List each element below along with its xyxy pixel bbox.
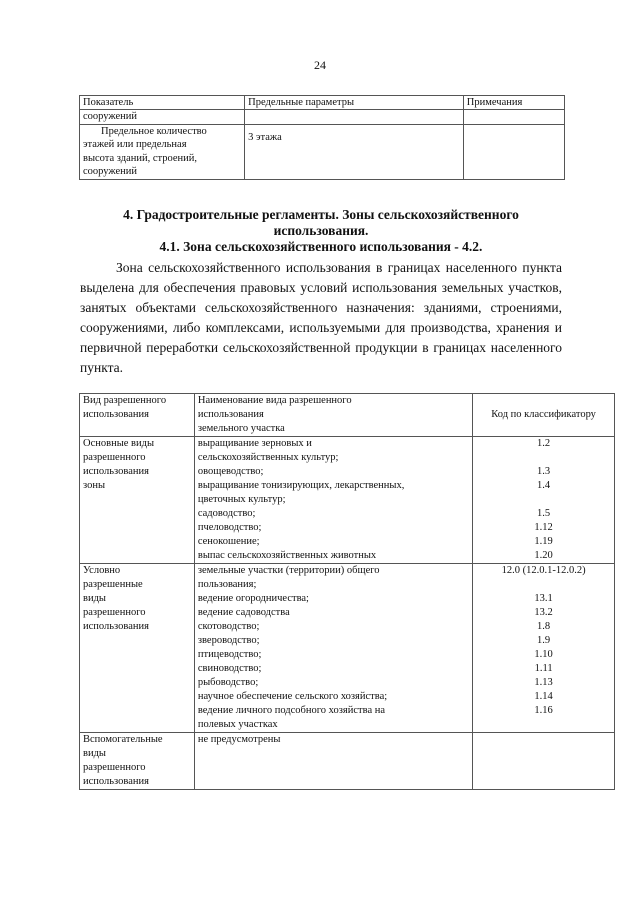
section-heading: 4. Градостроительные регламенты. Зоны сельскохозяйственного использования. — [123, 207, 519, 238]
row2-value: 3 этажа — [245, 124, 464, 179]
page-number: 24 — [314, 58, 326, 72]
main-uses-row — [80, 437, 615, 564]
conditional-uses-names: земельные участки (территории) общего пользования; ведение огородничества; ведение садоводства скотоводство; звероводство; птицеводство; свиноводство; рыбоводство; научное обеспечение сельского хозяйства; ведение личного подсобного хозяйства на полевых участках — [194, 564, 472, 733]
auxiliary-uses-codes — [473, 733, 615, 790]
permitted-use-table — [79, 393, 615, 790]
limits-table-row — [80, 110, 565, 125]
header-notes: Примечания — [463, 96, 564, 110]
main-uses-names: выращивание зерновых и сельскохозяйственных культур; овощеводство; выращивание тонизирующих, лекарственных, цветочных культур; садоводство; пчеловодство; сенокошение; выпас сельскохозяйственных животных — [194, 437, 472, 564]
row2-indicator: Предельное количество этажей или предельная высота зданий, строений, сооружений — [80, 124, 245, 179]
header-use-name: Наименование вида разрешенного использования земельного участка — [194, 394, 472, 437]
header-parameters: Предельные параметры — [245, 96, 464, 110]
limits-table — [79, 95, 565, 180]
header-classifier-code: Код по классификатору — [473, 394, 615, 437]
row2-note — [463, 124, 564, 179]
auxiliary-uses-type: Вспомогательные виды разрешенного использования — [80, 733, 195, 790]
permitted-use-header — [80, 394, 615, 437]
main-uses-codes: 1.2 1.3 1.4 1.5 1.12 1.19 1.20 — [473, 437, 615, 564]
conditional-uses-codes: 12.0 (12.0.1-12.0.2) 13.1 13.2 1.8 1.9 1.10 1.11 1.13 1.14 1.16 — [473, 564, 615, 733]
limits-table-header — [80, 96, 565, 110]
auxiliary-uses-names: не предусмотрены — [194, 733, 472, 790]
conditional-uses-row — [80, 564, 615, 733]
zone-description: Зона сельскохозяйственного использования в границах населенного пункта выделена для обеспечения правовых условий использования земельных участков, занятых объектами сельскохозяйственного назначения: зданиями, строениями, сооружениями, либо комплексами, используемыми для производства, хранения и первичной переработки сельскохозяйственной продукции в границах населенного пункта. — [80, 260, 562, 375]
header-use-type: Вид разрешенного использования — [80, 394, 195, 437]
row1-indicator: сооружений — [80, 110, 245, 125]
subsection-heading: 4.1. Зона сельскохозяйственного использования - 4.2. — [159, 239, 483, 254]
auxiliary-uses-row — [80, 733, 615, 790]
conditional-uses-type: Условно разрешенные виды разрешенного использования — [80, 564, 195, 733]
limits-table-row — [80, 124, 565, 179]
main-uses-type: Основные виды разрешенного использования зоны — [80, 437, 195, 564]
header-indicator: Показатель — [80, 96, 245, 110]
